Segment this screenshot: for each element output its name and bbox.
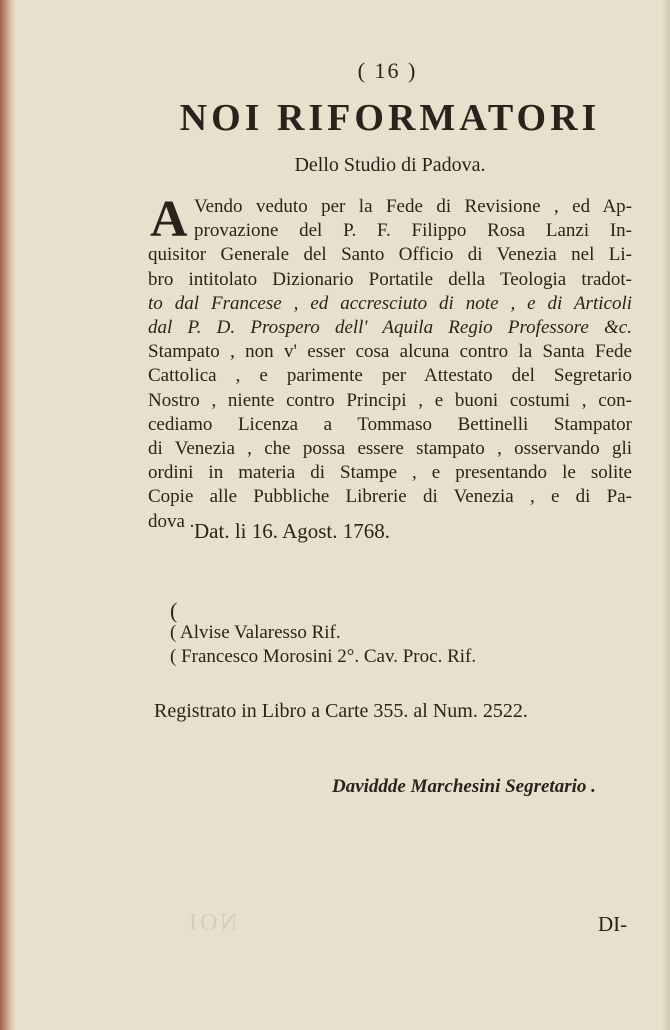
text-line: ordini in materia di Stampe , e presentando le solite — [148, 462, 632, 484]
text-line: cediamo Licenza a Tommaso Bettinelli Stampator — [148, 413, 632, 435]
secretary-signature: Daviddde Marchesini Segretario . — [332, 776, 596, 797]
signatory-valaresso: ( Alvise Valaresso Rif. — [170, 622, 341, 643]
date-line: Dat. li 16. Agost. 1768. — [194, 519, 391, 543]
text-line: Stampato , non v' esser cosa alcuna contro la Santa Fede — [148, 341, 632, 363]
text-line: bro intitolato Dizionario Portatile della Teologia tradot- — [148, 268, 632, 290]
page-subtitle: Dello Studio di Padova. — [294, 154, 486, 176]
text-line: Cattolica , e parimente per Attestato del Segretario — [148, 365, 632, 387]
page-number: ( 16 ) — [357, 58, 418, 83]
text-line: quisitor Generale del Santo Officio di Venezia nel Li- — [148, 244, 632, 266]
text-line: Nostro , niente contro Principi , e buoni costumi , con- — [148, 389, 632, 411]
catchword: DI- — [598, 912, 628, 936]
signatory-morosini: ( Francesco Morosini 2°. Cav. Proc. Rif. — [170, 646, 477, 667]
text-line: to dal Francese , ed accresciuto di note , e di Articoli — [148, 292, 632, 314]
text-line: provazione del P. F. Filippo Rosa Lanzi In- — [194, 220, 632, 242]
license-text — [148, 191, 632, 534]
registration-line: Registrato in Libro a Carte 355. al Num. 2522. — [154, 700, 528, 722]
text-line: dal P. D. Prospero dell' Aquila Regio Professore &c. — [148, 317, 632, 339]
text-line: Vendo veduto per la Fede di Revisione , ed Ap- — [194, 196, 632, 217]
signature-bracket: ( — [170, 598, 178, 623]
text-line: di Venezia , che possa essere stampato , osservando gli — [148, 438, 632, 460]
text-line: dova . — [148, 510, 195, 532]
bleed-through-shadow: NOI — [186, 910, 238, 936]
page-title: NOI RIFORMATORI — [179, 97, 601, 139]
drop-cap: A — [150, 191, 188, 248]
text-line: Copie alle Pubbliche Librerie di Venezia , e di Pa- — [148, 486, 632, 508]
